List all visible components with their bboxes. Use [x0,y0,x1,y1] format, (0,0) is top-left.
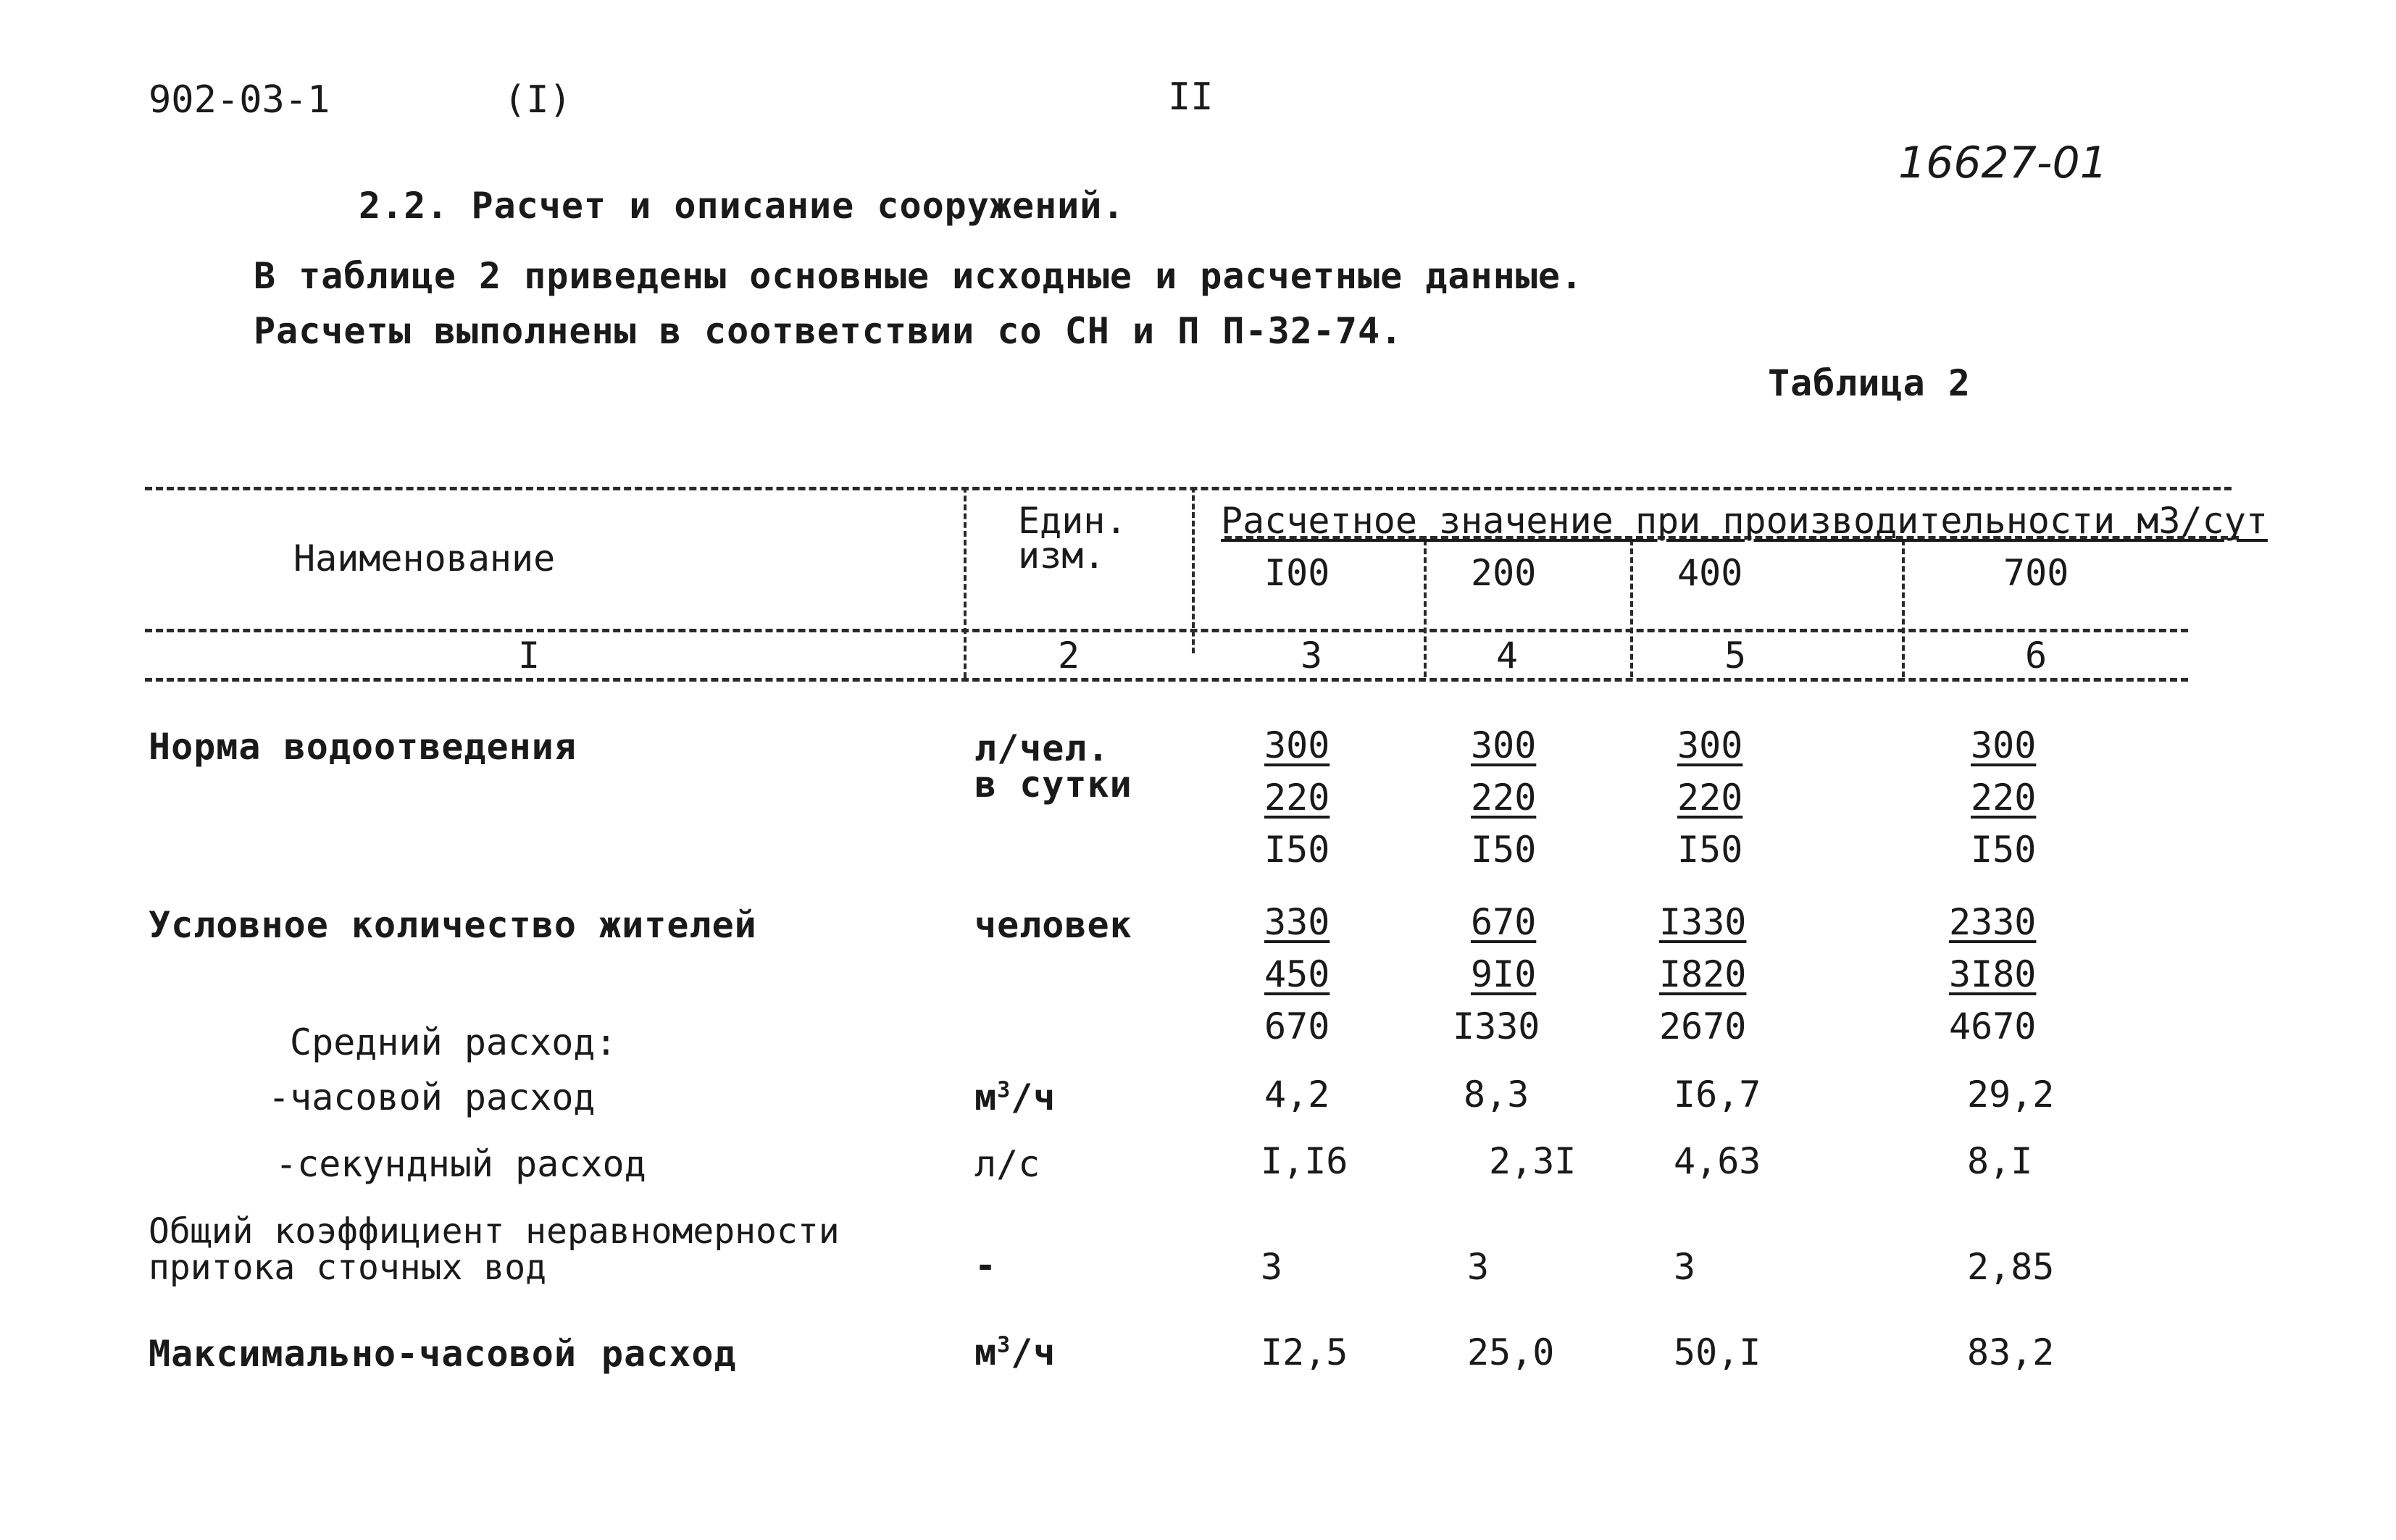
value-cell: 300 [1971,724,2037,766]
row-name: -часовой расход [268,1076,596,1118]
value-cell: I50 [1971,829,2037,871]
row-unit: - [974,1244,998,1286]
value-cell: 330 [1264,901,1330,943]
row-name: Норма водоотведения [149,726,577,768]
value-cell: 2670 [1659,1005,1747,1047]
value-cell: 450 [1264,953,1330,995]
value-cell: 3 [1467,1246,1490,1288]
column-number-6: 6 [2025,635,2048,677]
row-name-line1: Общий коэффициент неравномерности [149,1211,840,1252]
row-unit-line2: в сутки [974,763,1132,805]
header-name: Наименование [293,537,556,579]
value-cell: 8,3 [1464,1074,1529,1116]
column-number-4: 4 [1496,635,1519,677]
value-cell: I2,5 [1261,1331,1348,1373]
value-cell: 220 [1264,777,1330,819]
value-cell: 9I0 [1471,953,1537,995]
document-code: 902-03-1 [149,78,330,122]
value-cell: 4670 [1949,1005,2037,1047]
table-label: Таблица 2 [1768,362,1971,404]
header-group: Расчетное значение при производительности м3/сут [1221,500,2268,542]
value-cell: 220 [1471,777,1537,819]
value-cell: 83,2 [1967,1331,2055,1373]
value-cell: 29,2 [1967,1074,2055,1116]
handwritten-stamp: 16627-01 [1898,138,2108,188]
page-number: II [1168,75,1214,119]
value-cell: I6,7 [1674,1074,1761,1116]
value-cell: 3I80 [1949,953,2037,995]
row-name-part1: Максимально-часовой [149,1333,577,1375]
value-cell: 8,I [1967,1140,2033,1182]
value-cell: I,I6 [1261,1140,1348,1182]
header-capacity-2: 200 [1471,552,1537,594]
intro-line-1: В таблице 2 приведены основные исходные и расчетные данные. [254,255,1584,297]
value-cell: 25,0 [1467,1331,1555,1373]
value-cell: 4,63 [1674,1140,1761,1182]
header-capacity-4: 700 [2003,552,2069,594]
column-number-5: 5 [1724,635,1747,677]
header-capacity-1: I00 [1264,552,1330,594]
row-unit-line1: л/чел. [974,727,1110,769]
value-cell: I50 [1264,829,1330,871]
intro-line-2: Расчеты выполнены в соответствии со СН и П П-32-74. [254,310,1403,352]
column-number-1: I [518,635,540,677]
value-cell: 300 [1471,724,1537,766]
header-unit-line2: изм. [1018,535,1106,577]
row-name: Условное количество жителей [149,904,757,946]
value-cell: 50,I [1674,1331,1761,1373]
row-name-line2: притока сточных вод [149,1247,547,1288]
column-number-2: 2 [1058,635,1080,677]
section-title: 2.2. Расчет и описание сооружений. [359,185,1125,227]
row-unit: $м^3/ч$ [974,1076,1056,1118]
value-cell: 3 [1674,1246,1696,1288]
value-cell: 220 [1677,777,1743,819]
value-cell: 3 [1261,1246,1283,1288]
value-cell: I330 [1659,901,1747,943]
value-cell: I50 [1677,829,1743,871]
row-unit: человек [974,904,1132,946]
row-unit: $м^3/ч$ [974,1331,1056,1373]
column-number-3: 3 [1301,635,1323,677]
header-unit-line1: Един. [1018,500,1127,542]
value-cell: 220 [1971,777,2037,819]
value-cell: I50 [1471,829,1537,871]
header-capacity-3: 400 [1677,552,1743,594]
row-unit: л/с [974,1143,1040,1185]
value-cell: 2,85 [1967,1246,2055,1288]
value-cell: 4,2 [1264,1074,1330,1116]
row-name-part2: расход [601,1333,737,1375]
value-cell: 300 [1264,724,1330,766]
volume-number: (I) [504,78,572,122]
value-cell: 300 [1677,724,1743,766]
value-cell: 670 [1264,1005,1330,1047]
value-cell: I330 [1453,1005,1540,1047]
row-subheading: Средний расход: [290,1021,617,1063]
value-cell: 2,3I [1489,1140,1577,1182]
value-cell: 670 [1471,901,1537,943]
value-cell: 2330 [1949,901,2037,943]
row-name: -секундный расход [275,1143,646,1185]
value-cell: I820 [1659,953,1747,995]
